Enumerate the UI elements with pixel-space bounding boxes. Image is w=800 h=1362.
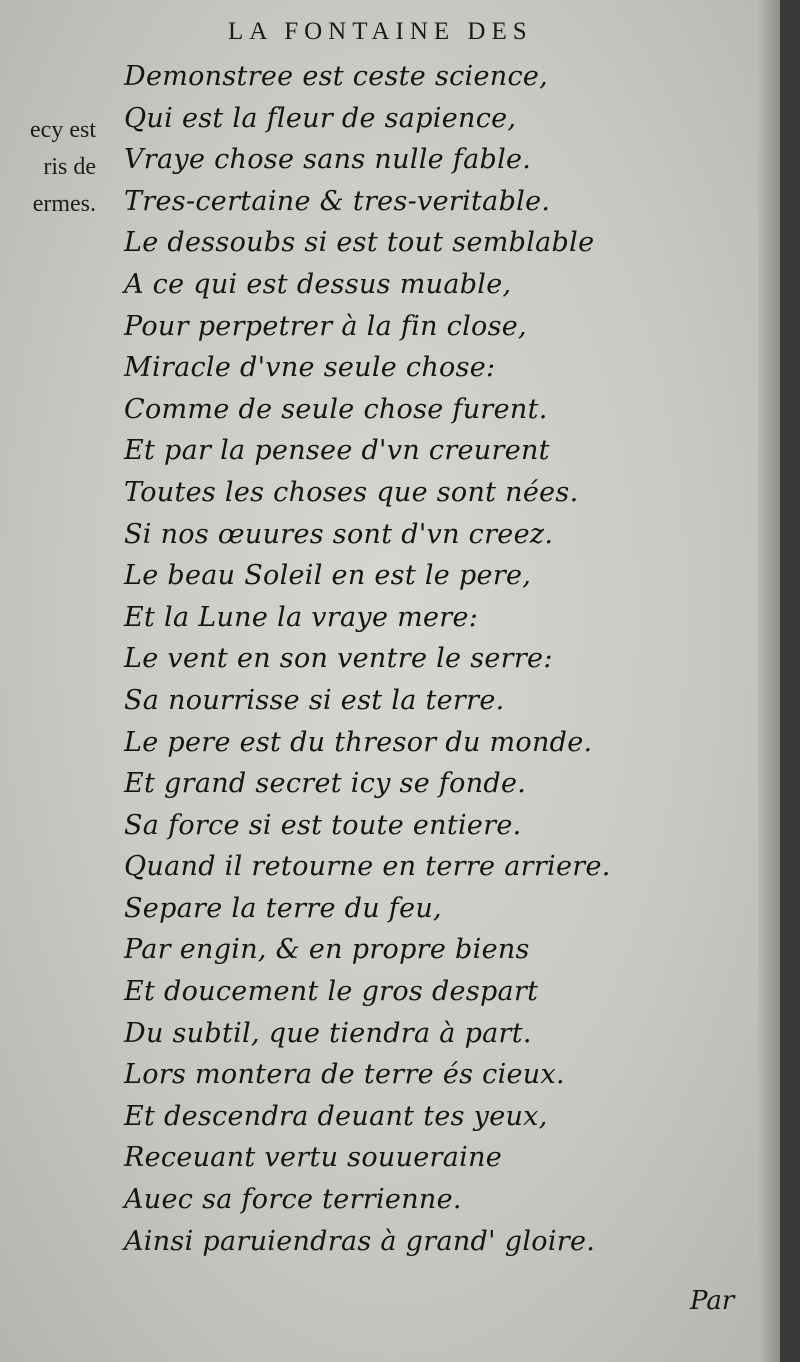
verse-line: Tres-certaine & tres-veritable. — [124, 185, 551, 217]
verse-block — [124, 56, 684, 1262]
verse-line: Miracle d'vne seule chose: — [124, 352, 496, 384]
verse-line: Le beau Soleil en est le pere, — [124, 560, 532, 592]
verse-line: Du subtil, que tiendra à part. — [124, 1017, 532, 1049]
verse-line: Receuant vertu souueraine — [124, 1142, 503, 1174]
verse-line: Pour perpetrer à la fin close, — [124, 310, 527, 342]
verse-line: Et par la pensee d'vn creurent — [124, 435, 550, 467]
page-edge-shadow — [758, 0, 780, 1362]
verse-line: Sa force si est toute entiere. — [124, 809, 522, 841]
verse-line: Comme de seule chose furent. — [124, 393, 548, 425]
verse-line: Demonstree est ceste science, — [124, 61, 549, 92]
verse-line: Quand il retourne en terre arriere. — [124, 851, 611, 883]
verse-line: Le pere est du thresor du monde. — [124, 726, 593, 758]
verse-line: Qui est la fleur de sapience, — [124, 102, 517, 134]
verse-line: Si nos œuures sont d'vn creez. — [124, 518, 554, 550]
margin-note — [0, 112, 96, 223]
verse-line: Ainsi paruiendras à grand' gloire. — [124, 1225, 596, 1257]
verse-line: Toutes les choses que sont nées. — [124, 476, 579, 508]
verse-line: Lors montera de terre és cieux. — [124, 1059, 565, 1091]
verse-line: A ce qui est dessus muable, — [124, 268, 512, 300]
verse-line: Et descendra deuant tes yeux, — [124, 1100, 548, 1132]
verse-line: Et grand secret icy se fonde. — [124, 768, 527, 800]
verse-line: Sa nourrisse si est la terre. — [124, 684, 505, 716]
verse-line: Le vent en son ventre le serre: — [124, 643, 553, 675]
verse-line: Et doucement le gros despart — [124, 976, 539, 1008]
margin-note-line: ecy est — [30, 117, 96, 143]
verse-line: Vraye chose sans nulle fable. — [124, 144, 532, 176]
running-head: LA FONTAINE DES — [228, 18, 533, 45]
verse-line: Separe la terre du feu, — [124, 892, 442, 924]
catchword: Par — [690, 1286, 735, 1316]
margin-note-line: ris de — [43, 154, 96, 180]
verse-line: Et la Lune la vraye mere: — [124, 601, 479, 633]
verse-line: Par engin, & en propre biens — [124, 934, 530, 966]
verse-line: Le dessoubs si est tout semblable — [124, 227, 595, 259]
margin-note-line: ermes. — [32, 191, 96, 217]
verse-line: Auec sa force terrienne. — [124, 1184, 462, 1216]
